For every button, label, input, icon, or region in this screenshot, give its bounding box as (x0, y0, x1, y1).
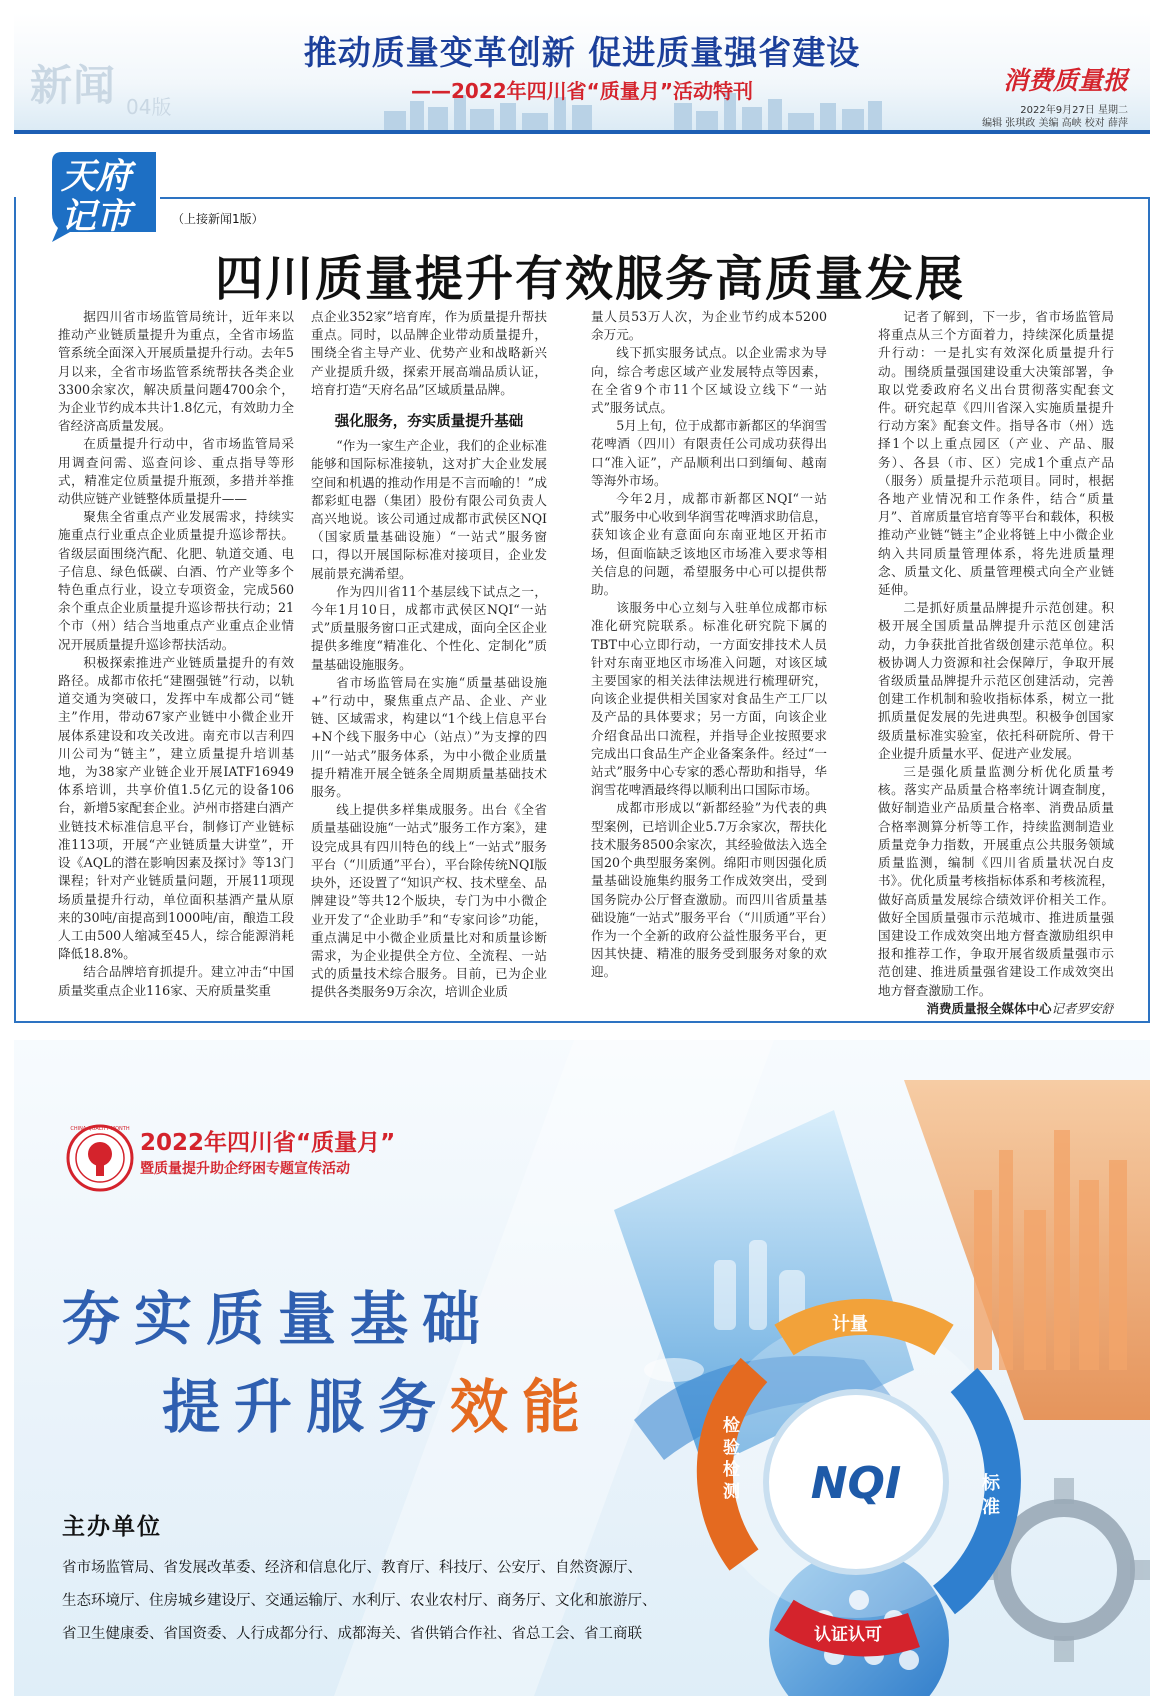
article-paragraph: 量人员53万人次，为企业节约成本5200余万元。 (591, 309, 827, 343)
newspaper-logo: 消费质量报 (1002, 66, 1128, 95)
ring-label-inspection: 检验检测 (723, 1416, 740, 1502)
column-logo (52, 152, 156, 242)
article-column-2 (311, 308, 547, 1016)
article-paragraph: 结合品牌培育抓提升。建立冲击“中国质量奖重点企业116家、天府质量奖重 (58, 964, 294, 998)
slogan-line-2-text: 提升服务 (162, 1373, 451, 1441)
article-paragraph: 二是抓好质量品牌提升示范创建。积极开展全国质量品牌提升示范区创建活动，力争获批首批省级创建示范单位。积极协调人力资源和社会保障厅，争取开展省级质量品牌提升示范区创建活动，完善创建工作机制和验收指标体系，树立一批抓质量促发展的先进典型。积极争创国家级质量标准实验室，依托科研院所、骨干企业提升质量水平、促进产业发展。 (878, 600, 1114, 761)
column-logo-line1: 天府 (61, 157, 132, 197)
article-column-4 (878, 308, 1114, 1016)
byline-organization: 消费质量报全媒体中心 (926, 1000, 1052, 1016)
article-frame-top (160, 197, 1150, 199)
article-title: 四川质量提升有效服务高质量发展 (214, 251, 965, 307)
article-paragraph: 作为四川省11个基层线下试点之一，今年1月10日，成都市武侯区NQI“一站式”质量服务窗口正式建成，面向全区企业提供多维度“精准化、个性化、定制化”质量基础设施服务。 (311, 583, 547, 672)
article-paragraph: 该服务中心立刻与入驻单位成都市标准化研究院联系。标准化研究院下属的TBT中心立即行动，一方面安排技术人员针对东南亚地区市场准入问题，对该区域主要国家的相关法律法规进行梳理研究，向该企业提供相关国家对食品生产工厂以及产品的具体要求；另一方面，向该企业介绍食品出口流程，并指导企业按照要求完成出口食品生产企业备案条件。经过“一站式”服务中心专家的悉心帮助和指导，华润雪花啤酒最终得以顺利出口国际市场。 (591, 600, 827, 798)
article-column-1 (58, 308, 294, 1016)
slogan-line-1: 夯实质量基础 (62, 1285, 495, 1353)
byline-reporter: 记者罗安舒 (1051, 1000, 1114, 1016)
article-paragraph: 点企业352家”培育库，作为质量提升帮扶重点。同时，以品牌企业带动质量提升，围绕全省主导产业、优势产业和战略新兴产业提质升级，探索开展高端品质认证，培育打造“天府名品”区域质量品牌。 (311, 309, 547, 397)
section-subheading: 强化服务，夯实质量提升基础 (334, 414, 524, 431)
issue-date: 2022年9月27日 星期二 (1020, 105, 1128, 116)
slogan-line-2-highlight: 效能 (450, 1373, 595, 1441)
article-paragraph: 积极探索推进产业链质量提升的有效路径。成都市依托“建圈强链”行动，以轨道交通为突破口，发挥中车成都公司“链主”作用，带动67家产业链中小微企业开展体系建设和攻关改进。南充市以吉利四川公司为“链主”，建立质量提升培训基地，为38家产业链企业开展IATF16949体系培训，共享价值1.5亿元的设备106台，新增5家配套企业。泸州市搭建白酒产业链技术标准信息平台，制修订产业链标准113项，开展“产业链质量大讲堂”，开设《AQL的潜在影响因素及探讨》等13门课程；针对产业链质量问题，开展11项现场质量提升行动，单位面积基酒产量从原来的30吨/亩提高到1000吨/亩，酿造工段人工由500人缩减至45人，综合能源消耗降低18.8%。 (58, 654, 294, 962)
section-name: 新闻 (30, 61, 117, 110)
article-paragraph: “作为一家生产企业，我们的企业标准能够和国际标准接轨，这对扩大企业发展空间和机遇的推动作用是不言而喻的！”成都彩虹电器（集团）股份有限公司负责人高兴地说。该公司通过成都市武侯区NQI（国家质量基础设施）“一站式”服务窗口，得以开展国际标准对接项目，企业发展前景充满希望。 (311, 438, 547, 581)
article-paragraph: 今年2月，成都市新都区NQI“一站式”服务中心收到华润雪花啤酒求助信息，获知该企业有意面向东南亚地区开拓市场，但面临缺乏该地区市场准入要求等相关信息的问题，希望服务中心可以提供帮助。 (591, 491, 827, 598)
nqi-logo: NQI (810, 1458, 902, 1509)
organizers-list (62, 1552, 722, 1651)
special-issue-subhead: ——2022年四川省“质量月”活动特刊 (411, 79, 753, 103)
organizers-line: 生态环境厅、住房城乡建设厅、交通运输厅、水利厅、农业农村厅、商务厅、文化和旅游厅、 (62, 1593, 657, 1609)
organizers-heading: 主办单位 (62, 1514, 162, 1540)
article-column-3 (591, 308, 827, 1016)
page-number: 04版 (126, 95, 172, 119)
slogan-line-2 (162, 1360, 594, 1444)
continued-note: （上接新闻1版） (172, 212, 264, 226)
article-body (58, 308, 1144, 1016)
quality-month-logo-icon (66, 1124, 134, 1192)
ring-label-metrology: 计量 (832, 1314, 868, 1335)
editor-credits: 编辑 张琪政 美编 高峡 校对 薛萍 (982, 118, 1128, 129)
article-paragraph: 据四川省市场监管局统计，近年来以推动产业链质量提升为重点，全省市场监管系统全面深入开展质量提升行动。去年5月以来，全省市场监管系统帮扶各类企业3300余家次，解决质量问题4700余个，为企业节约成本共计1.8亿元，有效助力全省经济高质量发展。 (58, 309, 294, 434)
special-issue-headline: 推动质量变革创新 促进质量强省建设 (303, 33, 861, 72)
article-paragraph: 线下抓实服务试点。以企业需求为导向，综合考虑区域产业发展特点等因素，在全省9个市11个区域设立线下“一站式”服务试点。 (591, 345, 827, 416)
ring-label-certification: 认证认可 (814, 1625, 882, 1645)
masthead-banner (14, 13, 1150, 130)
campaign-title: 2022年四川省“质量月” (140, 1130, 396, 1156)
article-paragraph: 聚焦全省重点产业发展需求，持续实施重点行业重点企业质量提升巡诊帮扶。省级层面围绕汽配、化肥、轨道交通、电子信息、绿色低碳、白酒、竹产业等多个特色重点行业，设立专项资金，完成560余个重点企业质量提升巡诊帮扶行动；21个市（州）结合当地重点产业重点企业情况开展质量提升巡诊帮扶活动。 (58, 509, 294, 652)
organizers-line: 省卫生健康委、省国资委、人行成都分行、成都海关、省供销合作社、省总工会、省工商联 (62, 1626, 642, 1642)
article-paragraph: 5月上旬，位于成都市新都区的华润雪花啤酒（四川）有限责任公司成功获得出口“准入证”，产品顺利出口到缅甸、越南等海外市场。 (591, 418, 827, 488)
masthead-divider (14, 130, 1150, 134)
organizers-line: 省市场监管局、省发展改革委、经济和信息化厅、教育厅、科技厅、公安厅、自然资源厅、 (62, 1560, 642, 1576)
article-paragraph: 成都市形成以“新都经验”为代表的典型案例，已培训企业5.7万余家次，帮扶化技术服务8500余家次，其经验做法入选全国20个典型服务案例。绵阳市则因强化质量基础设施集约服务工作成效突出，受到国务院办公厅督查激励。而四川省质量基础设施“一站式”服务平台（“川质通”平台）作为一个全新的政府公益性服务平台，更因其快捷、精准的服务受到服务对象的欢迎。 (591, 800, 827, 980)
article-paragraph: 在质量提升行动中，省市场监管局采用调查问需、巡查问诊、重点指导等形式，精准定位质量提升瓶颈，多措并举推动供应链产业链整体质量提升—— (58, 436, 294, 507)
column-logo-line2: 记市 (61, 197, 132, 237)
article-paragraph: 记者了解到，下一步，省市场监管局将重点从三个方面着力，持续深化质量提升行动：一是扎实有效深化质量提升行动。围绕质量强国建设重大决策部署，争取以党委政府名义出台贯彻落实配套文件。研究起草《四川省深入实施质量提升行动方案》配套文件。指导各市（州）选择1个以上重点园区（产业、产品、服务）、各县（市、区）完成1个重点产品（服务）质量提升示范项目。同时，根据各地产业情况和工作条件，结合“质量月”、首席质量官培育等平台和载体，积极推动产业链“链主”企业将链上中小微企业纳入共同质量管理体系，将先进质量理念、质量文化、质量管理模式向全产业链延伸。 (878, 309, 1114, 598)
campaign-subtitle: 暨质量提升助企纾困专题宣传活动 (140, 1161, 350, 1177)
ring-label-standard: 标准 (982, 1473, 1000, 1518)
article-paragraph: 省市场监管局在实施“质量基础设施+”行动中，聚焦重点产品、企业、产业链、区域需求，构建以“1个线上信息平台+N个线下服务中心（站点）”为支撑的四川“一站式”服务体系，为中小微企业质量提升精准开展全链条全周期质量基础技术服务。 (311, 674, 547, 800)
quality-month-logo-text: CHINA QUALITY MONTH (70, 1126, 130, 1132)
article-paragraph: 三是强化质量监测分析优化质量考核。落实产品质量合格率统计调查制度，做好制造业产品质量合格率、消费品质量合格率测算分析等工作，持续监测制造业质量竞争力指数，开展重点公共服务领域质量监测，编制《四川省质量状况白皮书》。优化质量考核指标体系和考核流程，做好高质量发展综合绩效评价相关工作。做好全国质量强市示范城市、推进质量强国建设工作成效突出地方督查激励组织申报和推荐工作，争取开展省级质量强市示范创建、推进质量强省建设工作成效突出地方督查激励工作。 (878, 764, 1114, 998)
quality-month-advertisement (14, 1040, 1150, 1696)
article-byline (878, 1000, 1114, 1016)
article-paragraph: 线上提供多样集成服务。出台《全省质量基础设施“一站式”服务工作方案》，建设完成具有四川特色的线上“一站式”服务平台（“川质通”平台），平台除传统NQI版块外，还设置了“知识产权、技术壁垒、品牌建设”等共12个版块，专门为中小微企业开发了“企业助手”和“专家问诊”功能，重点满足中小微企业质量比对和质量诊断需求，为企业提供全方位、全流程、一站式的质量技术综合服务。目前，已为企业提供各类服务9万余次，培训企业质 (311, 802, 547, 1000)
quality-month-logo (66, 1124, 134, 1192)
